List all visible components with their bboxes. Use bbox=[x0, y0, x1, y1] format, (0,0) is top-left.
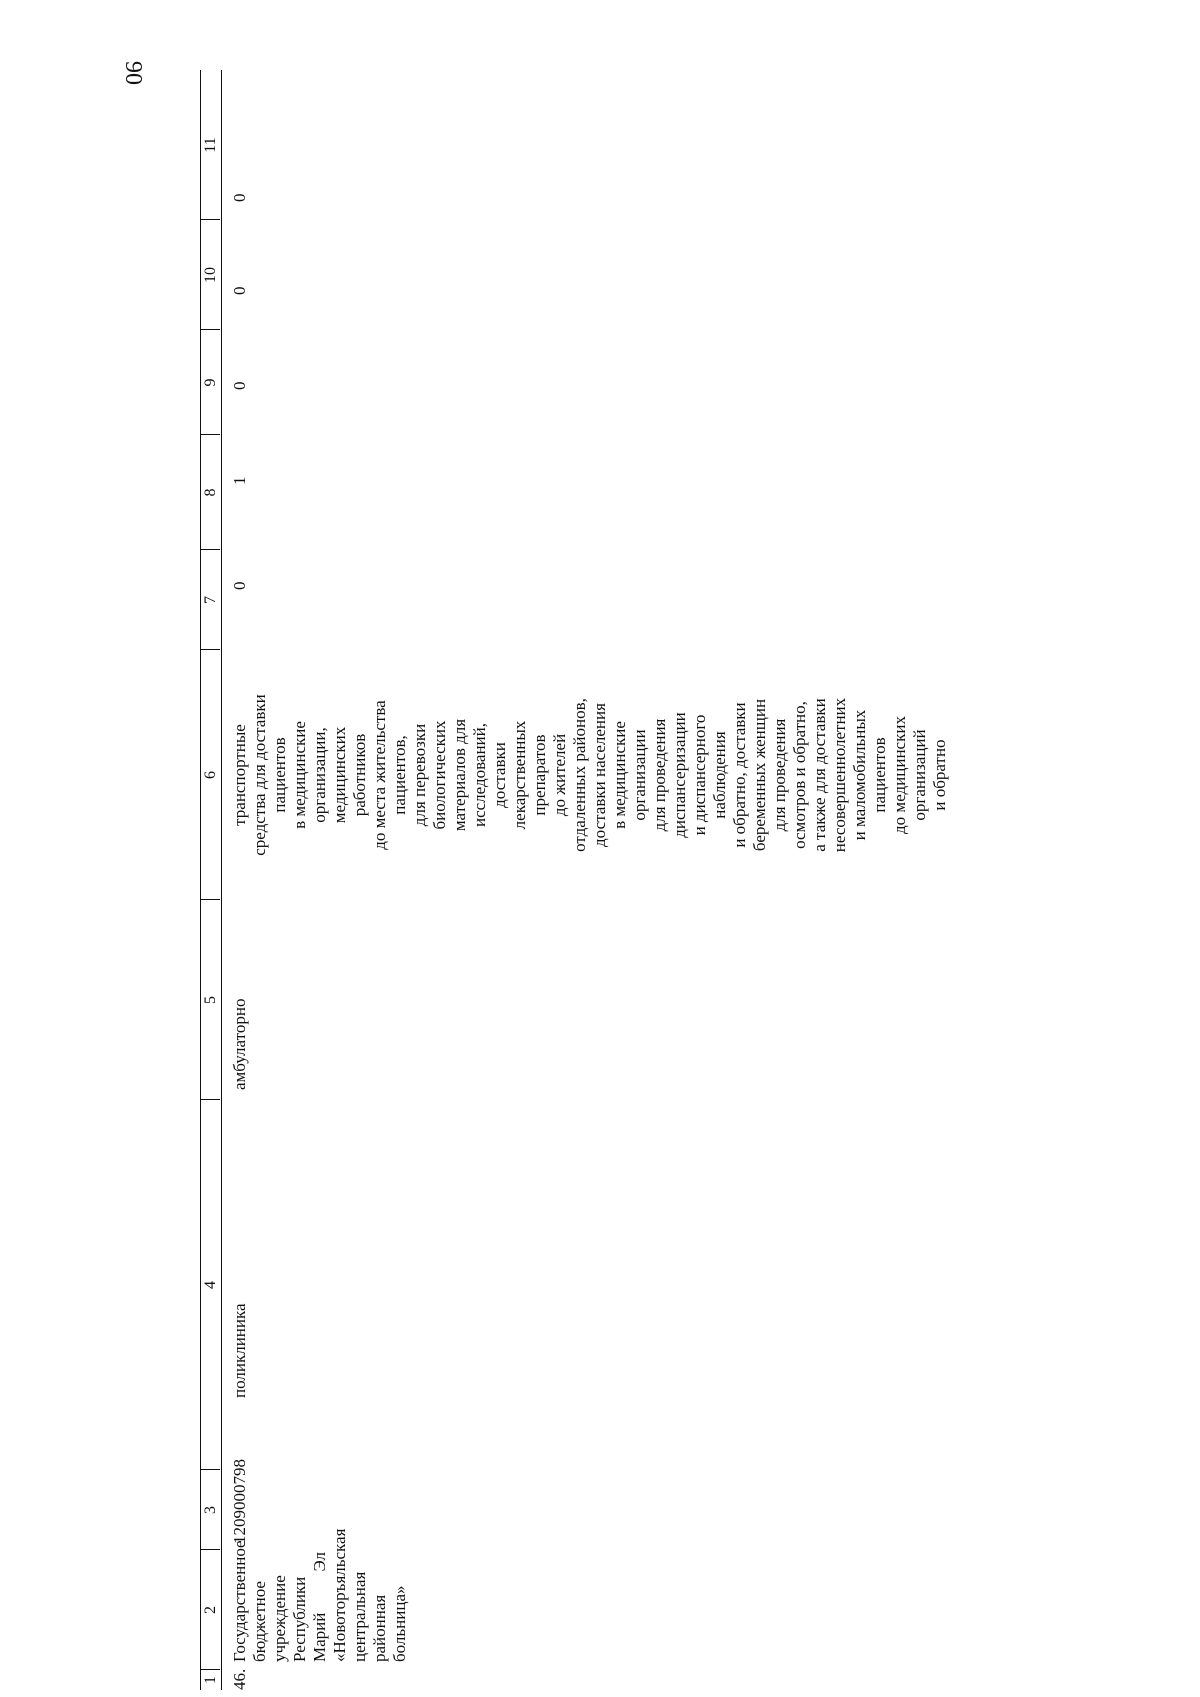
purpose-line: материалов для bbox=[450, 718, 469, 832]
purpose-line: диспансеризации bbox=[670, 712, 689, 838]
purpose-line: доставки bbox=[490, 742, 509, 808]
purpose-line: осмотров и обратно, bbox=[790, 701, 809, 849]
purpose-line: работников bbox=[350, 733, 369, 817]
purpose-line: пациентов bbox=[270, 737, 289, 813]
purpose-line: а также для доставки bbox=[810, 698, 829, 852]
header-col-2: 2 bbox=[202, 1606, 219, 1614]
purpose-line: организации bbox=[630, 729, 649, 821]
header-col-5: 5 bbox=[202, 996, 219, 1004]
row-number: 46. bbox=[230, 1668, 249, 1690]
purpose-line: и диспансерного bbox=[690, 714, 709, 836]
header-divider bbox=[200, 1669, 220, 1670]
purpose-line: медицинских bbox=[330, 726, 349, 824]
header-col-10: 10 bbox=[202, 267, 219, 283]
organization-code: 1209000798 bbox=[230, 1459, 249, 1544]
header-col-6: 6 bbox=[202, 771, 219, 779]
purpose-line: для проведения bbox=[770, 718, 789, 832]
purpose-line: средства для доставки bbox=[250, 694, 269, 856]
unit-name: поликлиника bbox=[230, 1303, 249, 1398]
header-col-1: 1 bbox=[202, 1676, 219, 1684]
header-divider bbox=[200, 1469, 220, 1470]
purpose-line: несовершеннолетних bbox=[830, 697, 849, 853]
header-col-11: 11 bbox=[202, 137, 219, 153]
care-mode: амбулаторно bbox=[230, 998, 249, 1090]
header-divider bbox=[200, 329, 220, 330]
purpose-line: лекарственных bbox=[510, 720, 529, 830]
header-bottom-border bbox=[221, 70, 222, 1690]
purpose-line: и маломобильных bbox=[850, 709, 869, 841]
header-divider bbox=[200, 434, 220, 435]
purpose-line: и обратно bbox=[930, 739, 949, 811]
purpose-line: беременных женщин bbox=[750, 698, 769, 852]
table-top-border bbox=[200, 70, 201, 1690]
purpose-line: в медицинские bbox=[290, 721, 309, 829]
purpose-line: организаций bbox=[910, 729, 929, 821]
purpose-line: пациентов, bbox=[390, 735, 409, 815]
header-divider bbox=[200, 549, 220, 550]
header-divider bbox=[200, 1099, 220, 1100]
purpose-description bbox=[230, 650, 950, 900]
purpose-line: препаратов bbox=[530, 734, 549, 816]
header-divider bbox=[200, 649, 220, 650]
purpose-line: наблюдения bbox=[710, 731, 729, 819]
value-col-10: 0 bbox=[230, 286, 249, 295]
header-col-4: 4 bbox=[202, 1281, 219, 1289]
purpose-line: и обратно, доставки bbox=[730, 702, 749, 848]
value-col-8: 1 bbox=[230, 476, 249, 485]
purpose-line: доставки населения bbox=[590, 703, 609, 847]
purpose-line: отдаленных районов, bbox=[570, 698, 589, 852]
header-col-7: 7 bbox=[202, 596, 219, 604]
value-col-11: 0 bbox=[230, 193, 249, 202]
header-col-9: 9 bbox=[202, 378, 219, 387]
purpose-line: биологических bbox=[430, 720, 449, 830]
value-col-7: 0 bbox=[230, 581, 249, 590]
purpose-line: организации, bbox=[310, 727, 329, 823]
organization-name: Государственное бюджетное учреждение Республики Марий Эл «Новоторъяльская центральная районная больница» bbox=[230, 1528, 409, 1662]
purpose-line: транспортные bbox=[230, 724, 249, 826]
header-divider bbox=[200, 899, 220, 900]
purpose-line: до медицинских bbox=[890, 716, 909, 834]
value-col-9: 0 bbox=[230, 381, 249, 390]
purpose-line: пациентов bbox=[870, 737, 889, 813]
purpose-line: для проведения bbox=[650, 718, 669, 832]
header-col-8: 8 bbox=[202, 488, 219, 497]
header-divider bbox=[200, 219, 220, 220]
page-number: 90 bbox=[120, 61, 146, 85]
purpose-line: исследований, bbox=[470, 722, 489, 828]
purpose-line: для перевозки bbox=[410, 723, 429, 827]
header-divider bbox=[200, 1549, 220, 1550]
purpose-line: до места жительства bbox=[370, 700, 389, 850]
purpose-line: в медицинские bbox=[610, 721, 629, 829]
rotated-table bbox=[200, 70, 1020, 1690]
purpose-line: до жителей bbox=[550, 733, 569, 817]
header-col-3: 3 bbox=[202, 1506, 219, 1514]
